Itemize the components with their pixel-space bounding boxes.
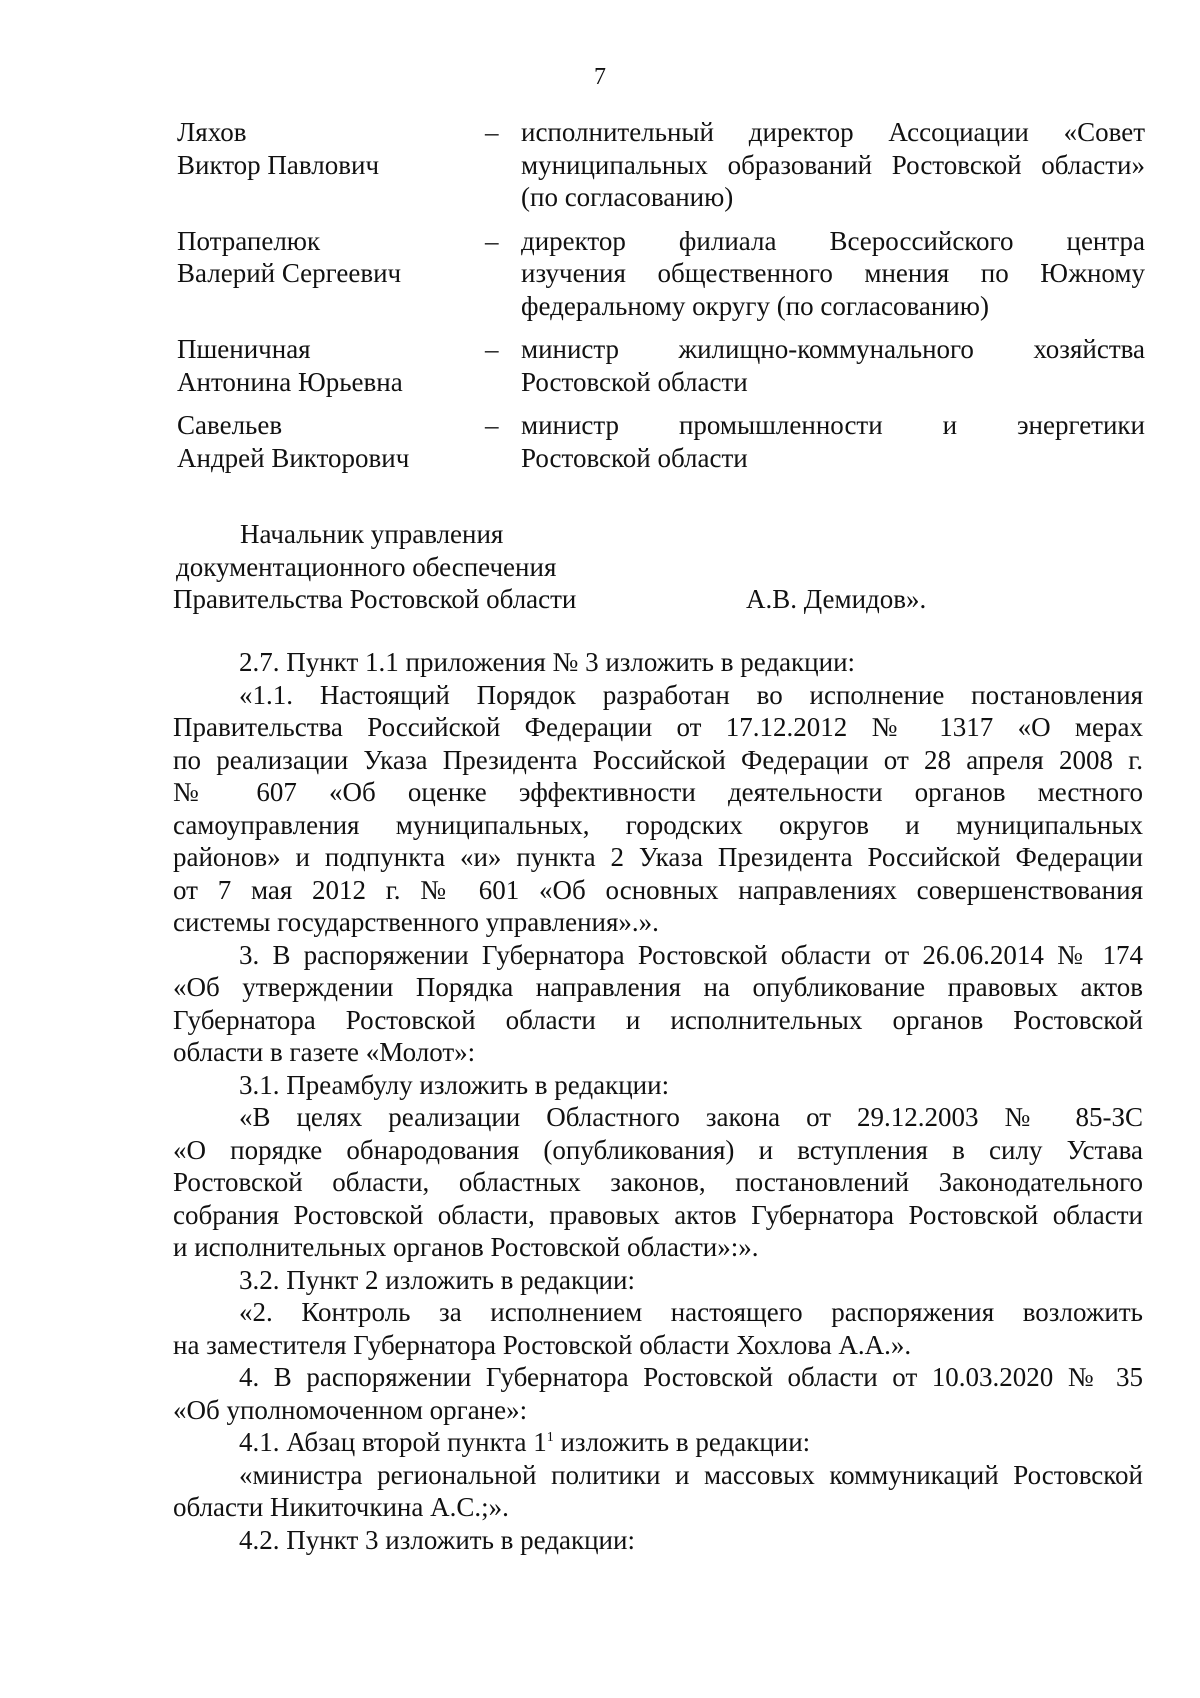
member-given-names: Валерий Сергеевич (177, 258, 402, 288)
signature-title-line-1: Начальник управления (240, 519, 504, 549)
member-name (177, 116, 485, 214)
member-role-line: изучения общественного мнения по Южному (521, 258, 1145, 288)
member-role (521, 409, 1145, 474)
paragraph-text: изложить в редакции: (553, 1427, 811, 1457)
member-dash: – (485, 225, 499, 256)
member-name (177, 225, 485, 323)
member-surname: Савельев (177, 410, 283, 440)
member-role-line: муниципальных образований Ростовской области» (521, 149, 1145, 180)
paragraph-line: Ростовской области, областных законов, постановлений Законодательного (173, 1167, 1143, 1197)
paragraph-line: № 607 «Об оценке эффективности деятельности органов местного (173, 777, 1143, 807)
member-name (177, 333, 485, 398)
member-role-line: Ростовской области (521, 442, 748, 473)
member-row (177, 225, 1145, 323)
paragraph-line: Губернатора Ростовской области и исполнительных органов Ростовской (173, 1004, 1143, 1035)
body-text (173, 646, 1143, 1556)
paragraph-line: и исполнительных органов Ростовской области»:». (173, 1232, 759, 1262)
paragraph-line: 3. В распоряжении Губернатора Ростовской области от 26.06.2014 № 174 (239, 939, 1143, 970)
paragraph (173, 939, 1143, 1069)
member-row (177, 333, 1145, 398)
signature-title-line-3-text: Правительства Ростовской области (173, 584, 577, 614)
member-given-names: Виктор Павлович (177, 149, 380, 180)
member-role (521, 225, 1145, 323)
paragraph-line: «О порядке обнародования (опубликования) и вступления в силу Устава (173, 1134, 1143, 1165)
member-role-line: директор филиала Всероссийского центра (521, 225, 1145, 256)
superscript: 1 (546, 1430, 554, 1445)
member-role-line: Ростовской области (521, 366, 748, 397)
paragraph-line: «Об уполномоченном органе»: (173, 1394, 528, 1425)
paragraph-line: системы государственного управления».». (173, 907, 659, 937)
paragraph (173, 1101, 1143, 1264)
member-dash: – (485, 117, 499, 147)
signature-block (173, 518, 1143, 616)
paragraph-line: 3.2. Пункт 2 изложить в редакции: (239, 1264, 635, 1295)
member-role-line: (по согласованию) (521, 182, 734, 212)
paragraph-line: 3.1. Преамбулу изложить в редакции: (239, 1069, 670, 1100)
member-dash: – (485, 410, 499, 440)
paragraph-text: 4.1. Абзац второй пункта 1 (239, 1427, 547, 1457)
paragraph (173, 679, 1143, 939)
member-given-names: Антонина Юрьевна (177, 366, 403, 397)
paragraph-line: самоуправления муниципальных, городских округов и муниципальных (173, 809, 1143, 840)
paragraph-line: «министра региональной политики и массовых коммуникаций Ростовской (239, 1459, 1143, 1490)
member-row (177, 409, 1145, 474)
member-surname: Потрапелюк (177, 225, 321, 256)
paragraph (173, 1264, 1143, 1297)
member-dash: – (485, 334, 499, 364)
member-role-line: исполнительный директор Ассоциации «Совет (521, 117, 1145, 147)
paragraph (173, 1069, 1143, 1102)
paragraph (173, 646, 1143, 679)
paragraph-line: от 7 мая 2012 г. № 601 «Об основных направлениях совершенствования (173, 874, 1143, 905)
member-name (177, 409, 485, 474)
member-role (521, 333, 1145, 398)
paragraph-line (173, 1426, 1143, 1459)
paragraph-line: «Об утверждении Порядка направления на опубликование правовых актов (173, 972, 1143, 1002)
signature-name: А.В. Демидов». (746, 584, 927, 614)
paragraph-line: 4.2. Пункт 3 изложить в редакции: (239, 1524, 635, 1555)
paragraph (173, 1426, 1143, 1459)
paragraph-line: «2. Контроль за исполнением настоящего распоряжения возложить (239, 1297, 1143, 1327)
paragraph-line: «В целях реализации Областного закона от 29.12.2003 № 85-ЗС (239, 1102, 1143, 1132)
paragraph-line: по реализации Указа Президента Российской Федерации от 28 апреля 2008 г. (173, 744, 1143, 775)
paragraph (173, 1361, 1143, 1426)
signature-title-line-2: документационного обеспечения (176, 551, 557, 582)
member-row (177, 116, 1145, 214)
member-role-line: федеральному округу (по согласованию) (521, 290, 989, 321)
signature-title-line-3 (173, 583, 1143, 616)
paragraph (173, 1459, 1143, 1524)
paragraph-line: районов» и подпункта «и» пункта 2 Указа Президента Российской Федерации (173, 842, 1143, 872)
member-role-line: министр жилищно-коммунального хозяйства (521, 334, 1145, 364)
member-surname: Ляхов (177, 117, 247, 147)
paragraph (173, 1296, 1143, 1361)
paragraph-line: на заместителя Губернатора Ростовской области Хохлова А.А.». (173, 1329, 912, 1360)
paragraph (173, 1524, 1143, 1557)
paragraph-line: Правительства Российской Федерации от 17.12.2012 № 1317 «О мерах (173, 712, 1143, 742)
member-given-names: Андрей Викторович (177, 442, 410, 473)
members-list (177, 116, 1145, 474)
member-surname: Пшеничная (177, 334, 311, 364)
paragraph-line: собрания Ростовской области, правовых актов Губернатора Ростовской области (173, 1199, 1143, 1230)
page-number: 7 (594, 64, 606, 90)
paragraph-line: 4. В распоряжении Губернатора Ростовской области от 10.03.2020 № 35 (239, 1362, 1143, 1392)
paragraph-line: области Никиточкина А.С.;». (173, 1492, 509, 1522)
member-role-line: министр промышленности и энергетики (521, 410, 1145, 440)
paragraph-line: области в газете «Молот»: (173, 1037, 476, 1067)
paragraph-line: «1.1. Настоящий Порядок разработан во исполнение постановления (239, 679, 1143, 710)
paragraph-line: 2.7. Пункт 1.1 приложения № 3 изложить в редакции: (239, 647, 856, 677)
member-role (521, 116, 1145, 214)
